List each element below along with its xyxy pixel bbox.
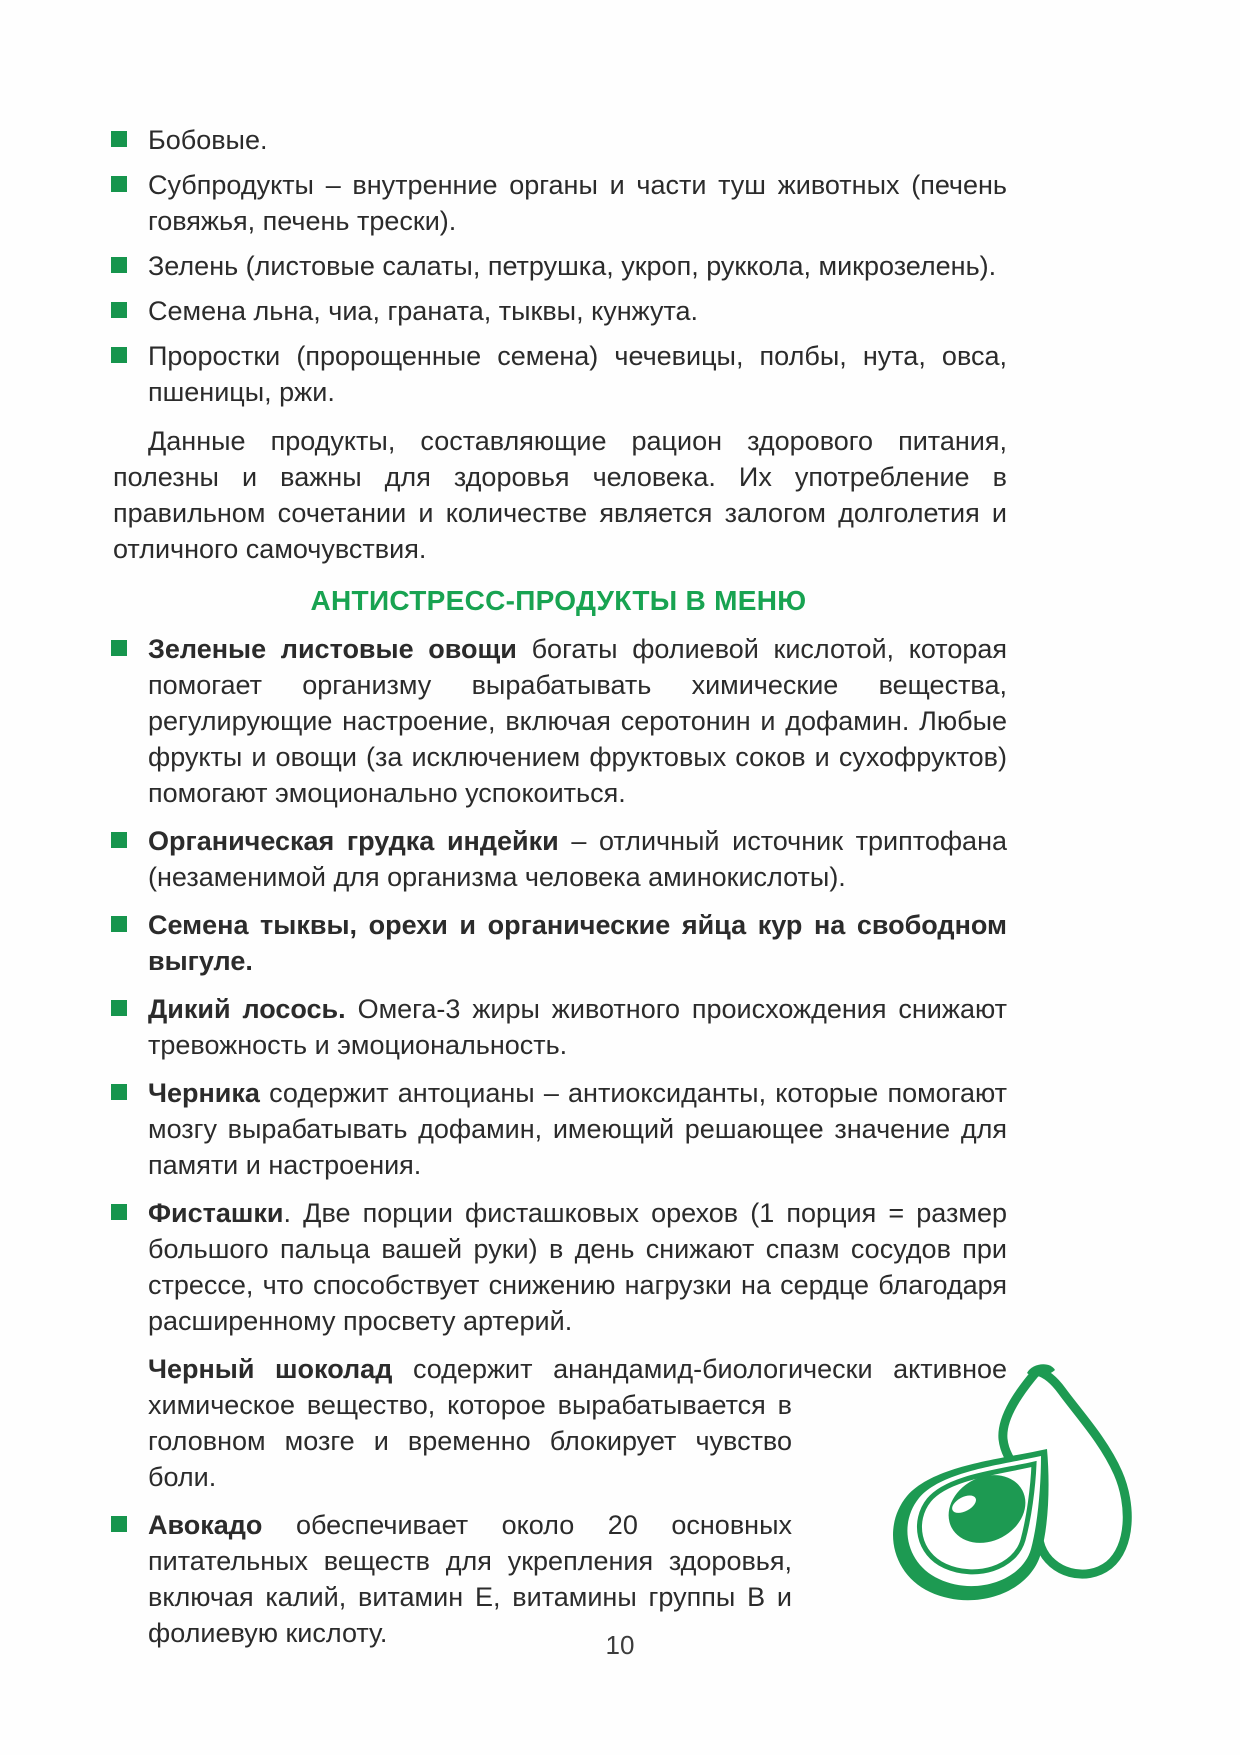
list-item (110, 248, 1007, 284)
item-text: Семена льна, чиа, граната, тыквы, кунжута. (148, 296, 699, 326)
item-lead: Фисташки (148, 1198, 284, 1228)
intro-food-list (110, 122, 1007, 410)
bullet-square-icon (111, 1204, 127, 1220)
item-text: . Две порции фисташковых орехов (1 порция = размер большого пальца вашей руки) в день снижают спазм сосудов при стрессе, что способствует снижению нагрузки на сердце благодаря расширенному просвету артерий. (148, 1198, 1007, 1336)
list-item (110, 907, 1007, 979)
bullet-square-icon (111, 832, 127, 848)
page-number: 10 (605, 1630, 635, 1660)
list-item (110, 991, 1007, 1063)
intro-paragraph: Данные продукты, составляющие рацион здорового питания, полезны и важны для здоровья человека. Их употребление в правильном сочетании и количестве является залогом долголетия и отличного самочувствия. (113, 426, 1007, 564)
antistress-products-list (110, 631, 1007, 1651)
item-lead: Авокадо (148, 1510, 263, 1540)
item-lead: Черника (148, 1078, 260, 1108)
item-text: Субпродукты – внутренние органы и части туш животных (печень говяжья, печень трески). (148, 170, 1007, 236)
item-lead: Зеленые листовые овощи (148, 634, 517, 664)
page-content (110, 122, 1007, 1651)
item-text: – отличный источник триптофана (незаменимой для организма человека аминокислоты). (148, 826, 1007, 892)
list-item (110, 631, 1007, 811)
item-text: Зелень (листовые салаты, петрушка, укроп, руккола, микрозелень). (148, 251, 997, 281)
bullet-square-icon (111, 347, 127, 363)
bullet-square-icon (111, 131, 127, 147)
bullet-square-icon (111, 916, 127, 932)
item-text: содержит анандамид-биологически активное химическое вещество, которое вырабатывается в головном мозге и временно блокирует чувство боли. (148, 1354, 1008, 1492)
bullet-square-icon (111, 1000, 127, 1016)
bullet-square-icon (111, 640, 127, 656)
list-item (110, 122, 1007, 158)
bullet-square-icon (111, 1084, 127, 1100)
item-lead: Дикий лосось. (148, 994, 346, 1024)
list-item (110, 1075, 1007, 1183)
item-lead: Черный шоколад (148, 1354, 393, 1384)
item-text: обеспечивает около 20 основных питательных веществ для укрепления здоровья, включая калий, витамин Е, витамины группы В и фолиевую кислоту. (148, 1510, 792, 1648)
section-heading: АНТИСТРЕСС-ПРОДУКТЫ В МЕНЮ (310, 585, 807, 616)
item-text: Бобовые. (148, 125, 268, 155)
item-lead: Органическая грудка индейки (148, 826, 559, 856)
bullet-square-icon (111, 176, 127, 192)
list-item (110, 293, 1007, 329)
item-text: богаты фолиевой кислотой, которая помогает организму вырабатывать химические вещества, регулирующие настроение, включая серотонин и дофамин. Любые фрукты и овощи (за исключением фруктовых соков и сухофруктов) помогают эмоционально успокоиться. (148, 634, 1007, 808)
list-item (110, 1195, 1007, 1339)
item-text: Омега-3 жиры животного происхождения снижают тревожность и эмоциональность. (148, 994, 1007, 1060)
list-item (110, 823, 1007, 895)
item-lead: Семена тыквы, орехи и органические яйца кур на свободном выгуле. (148, 910, 1007, 976)
list-item (110, 167, 1007, 239)
item-text: Проростки (пророщенные семена) чечевицы, полбы, нута, овса, пшеницы, ржи. (148, 341, 1007, 407)
bullet-square-icon (111, 302, 127, 318)
item-text: содержит антоцианы – антиоксиданты, которые помогают мозгу вырабатывать дофамин, имеющий решающее значение для памяти и настроения. (148, 1078, 1007, 1180)
list-item (110, 338, 1007, 410)
bullet-square-icon (111, 1516, 127, 1532)
list-item (110, 1351, 1007, 1495)
bullet-square-icon (111, 257, 127, 273)
